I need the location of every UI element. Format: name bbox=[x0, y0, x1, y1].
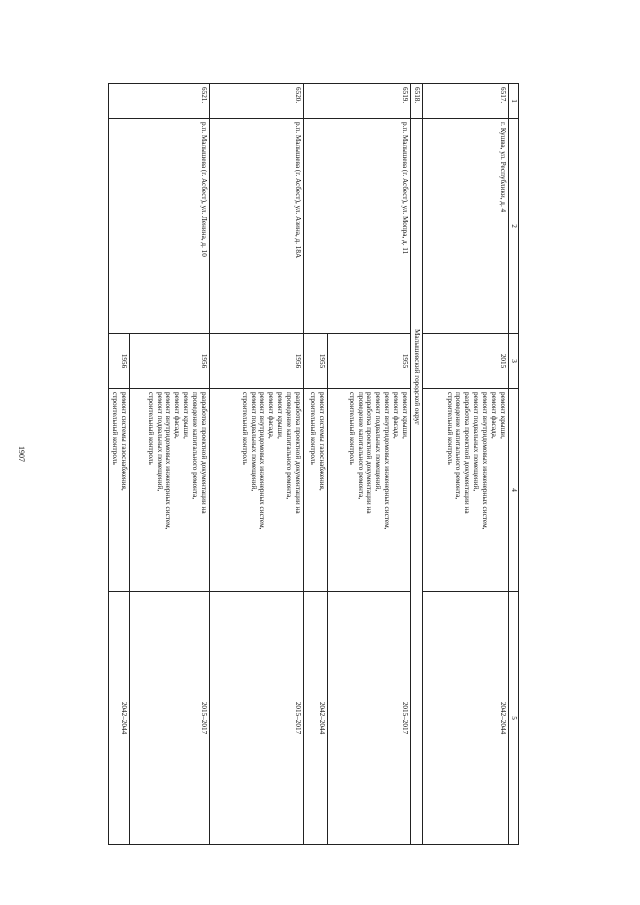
table-row bbox=[328, 84, 411, 845]
works-cell: разработка проектной документации на проведение капитального ремонта, ремонт крыши, ремонт фасада, ремонт внутридомовых инженерных систем, ремонт подвальных помещений, строительный контроль bbox=[210, 389, 304, 592]
header-col-4: 4 bbox=[509, 389, 519, 592]
header-col-1: 1 bbox=[509, 84, 519, 119]
district-row bbox=[411, 84, 423, 845]
row-number: 6518. bbox=[411, 84, 423, 119]
works-cell: ремонт системы газоснабжения, строительный контроль bbox=[109, 389, 130, 592]
repair-schedule-table bbox=[108, 83, 519, 845]
rotated-table-sheet bbox=[85, 83, 519, 845]
row-number: 6521. bbox=[109, 84, 210, 119]
works-cell: ремонт системы газоснабжения, строительный контроль bbox=[304, 389, 328, 592]
header-row bbox=[509, 84, 519, 845]
row-number: 6519. bbox=[304, 84, 411, 119]
year-cell: 1955 bbox=[328, 334, 411, 389]
header-col-5: 5 bbox=[509, 592, 519, 845]
page-number: 1907 bbox=[17, 446, 26, 462]
period-cell: 2042–2044 bbox=[304, 592, 328, 845]
address-cell: р.п. Малышева (г. Асбест), ул. Азина, д. 18А bbox=[210, 119, 304, 334]
year-cell: 1956 bbox=[130, 334, 210, 389]
row-number: 6517. bbox=[423, 84, 509, 119]
period-cell: 2015–2017 bbox=[210, 592, 304, 845]
works-cell: ремонт крыши, ремонт фасада, ремонт внутридомовых инженерных систем, ремонт подвальных помещений, разработка проектной документации на проведение капитального ремонта, строительный контроль bbox=[328, 389, 411, 592]
works-cell: ремонт крыши, ремонт фасада, ремонт внутридомовых инженерных систем, ремонт подвальных помещений, разработка проектной документации на проведение капитального ремонта, строительный контроль bbox=[423, 389, 509, 592]
works-cell: разработка проектной документации на проведение капитального ремонта, ремонт крыши, ремонт фасада, ремонт внутридомовых инженерных систем, ремонт подвальных помещений, строительный контроль bbox=[130, 389, 210, 592]
year-cell: 2015 bbox=[423, 334, 509, 389]
period-cell: 2042–2044 bbox=[423, 592, 509, 845]
table-row bbox=[423, 84, 509, 845]
address-cell: р.п. Малышева (г. Асбест), ул. Ленина, д. 10 bbox=[109, 119, 210, 334]
year-cell: 1956 bbox=[210, 334, 304, 389]
year-cell: 1956 bbox=[109, 334, 130, 389]
period-cell: 2015–2017 bbox=[328, 592, 411, 845]
period-cell: 2042–2044 bbox=[109, 592, 130, 845]
table-row bbox=[130, 84, 210, 845]
period-cell: 2015–2017 bbox=[130, 592, 210, 845]
district-name: Малышевский городской округ bbox=[411, 119, 423, 845]
row-number: 6520. bbox=[210, 84, 304, 119]
header-col-3: 3 bbox=[509, 334, 519, 389]
header-col-2: 2 bbox=[509, 119, 519, 334]
address-cell: г. Кушва, ул. Республики, д. 4 bbox=[423, 119, 509, 334]
address-cell: р.п. Малышева (г. Асбест), ул. Мопра, д. 11 bbox=[304, 119, 411, 334]
table-row bbox=[210, 84, 304, 845]
year-cell: 1955 bbox=[304, 334, 328, 389]
